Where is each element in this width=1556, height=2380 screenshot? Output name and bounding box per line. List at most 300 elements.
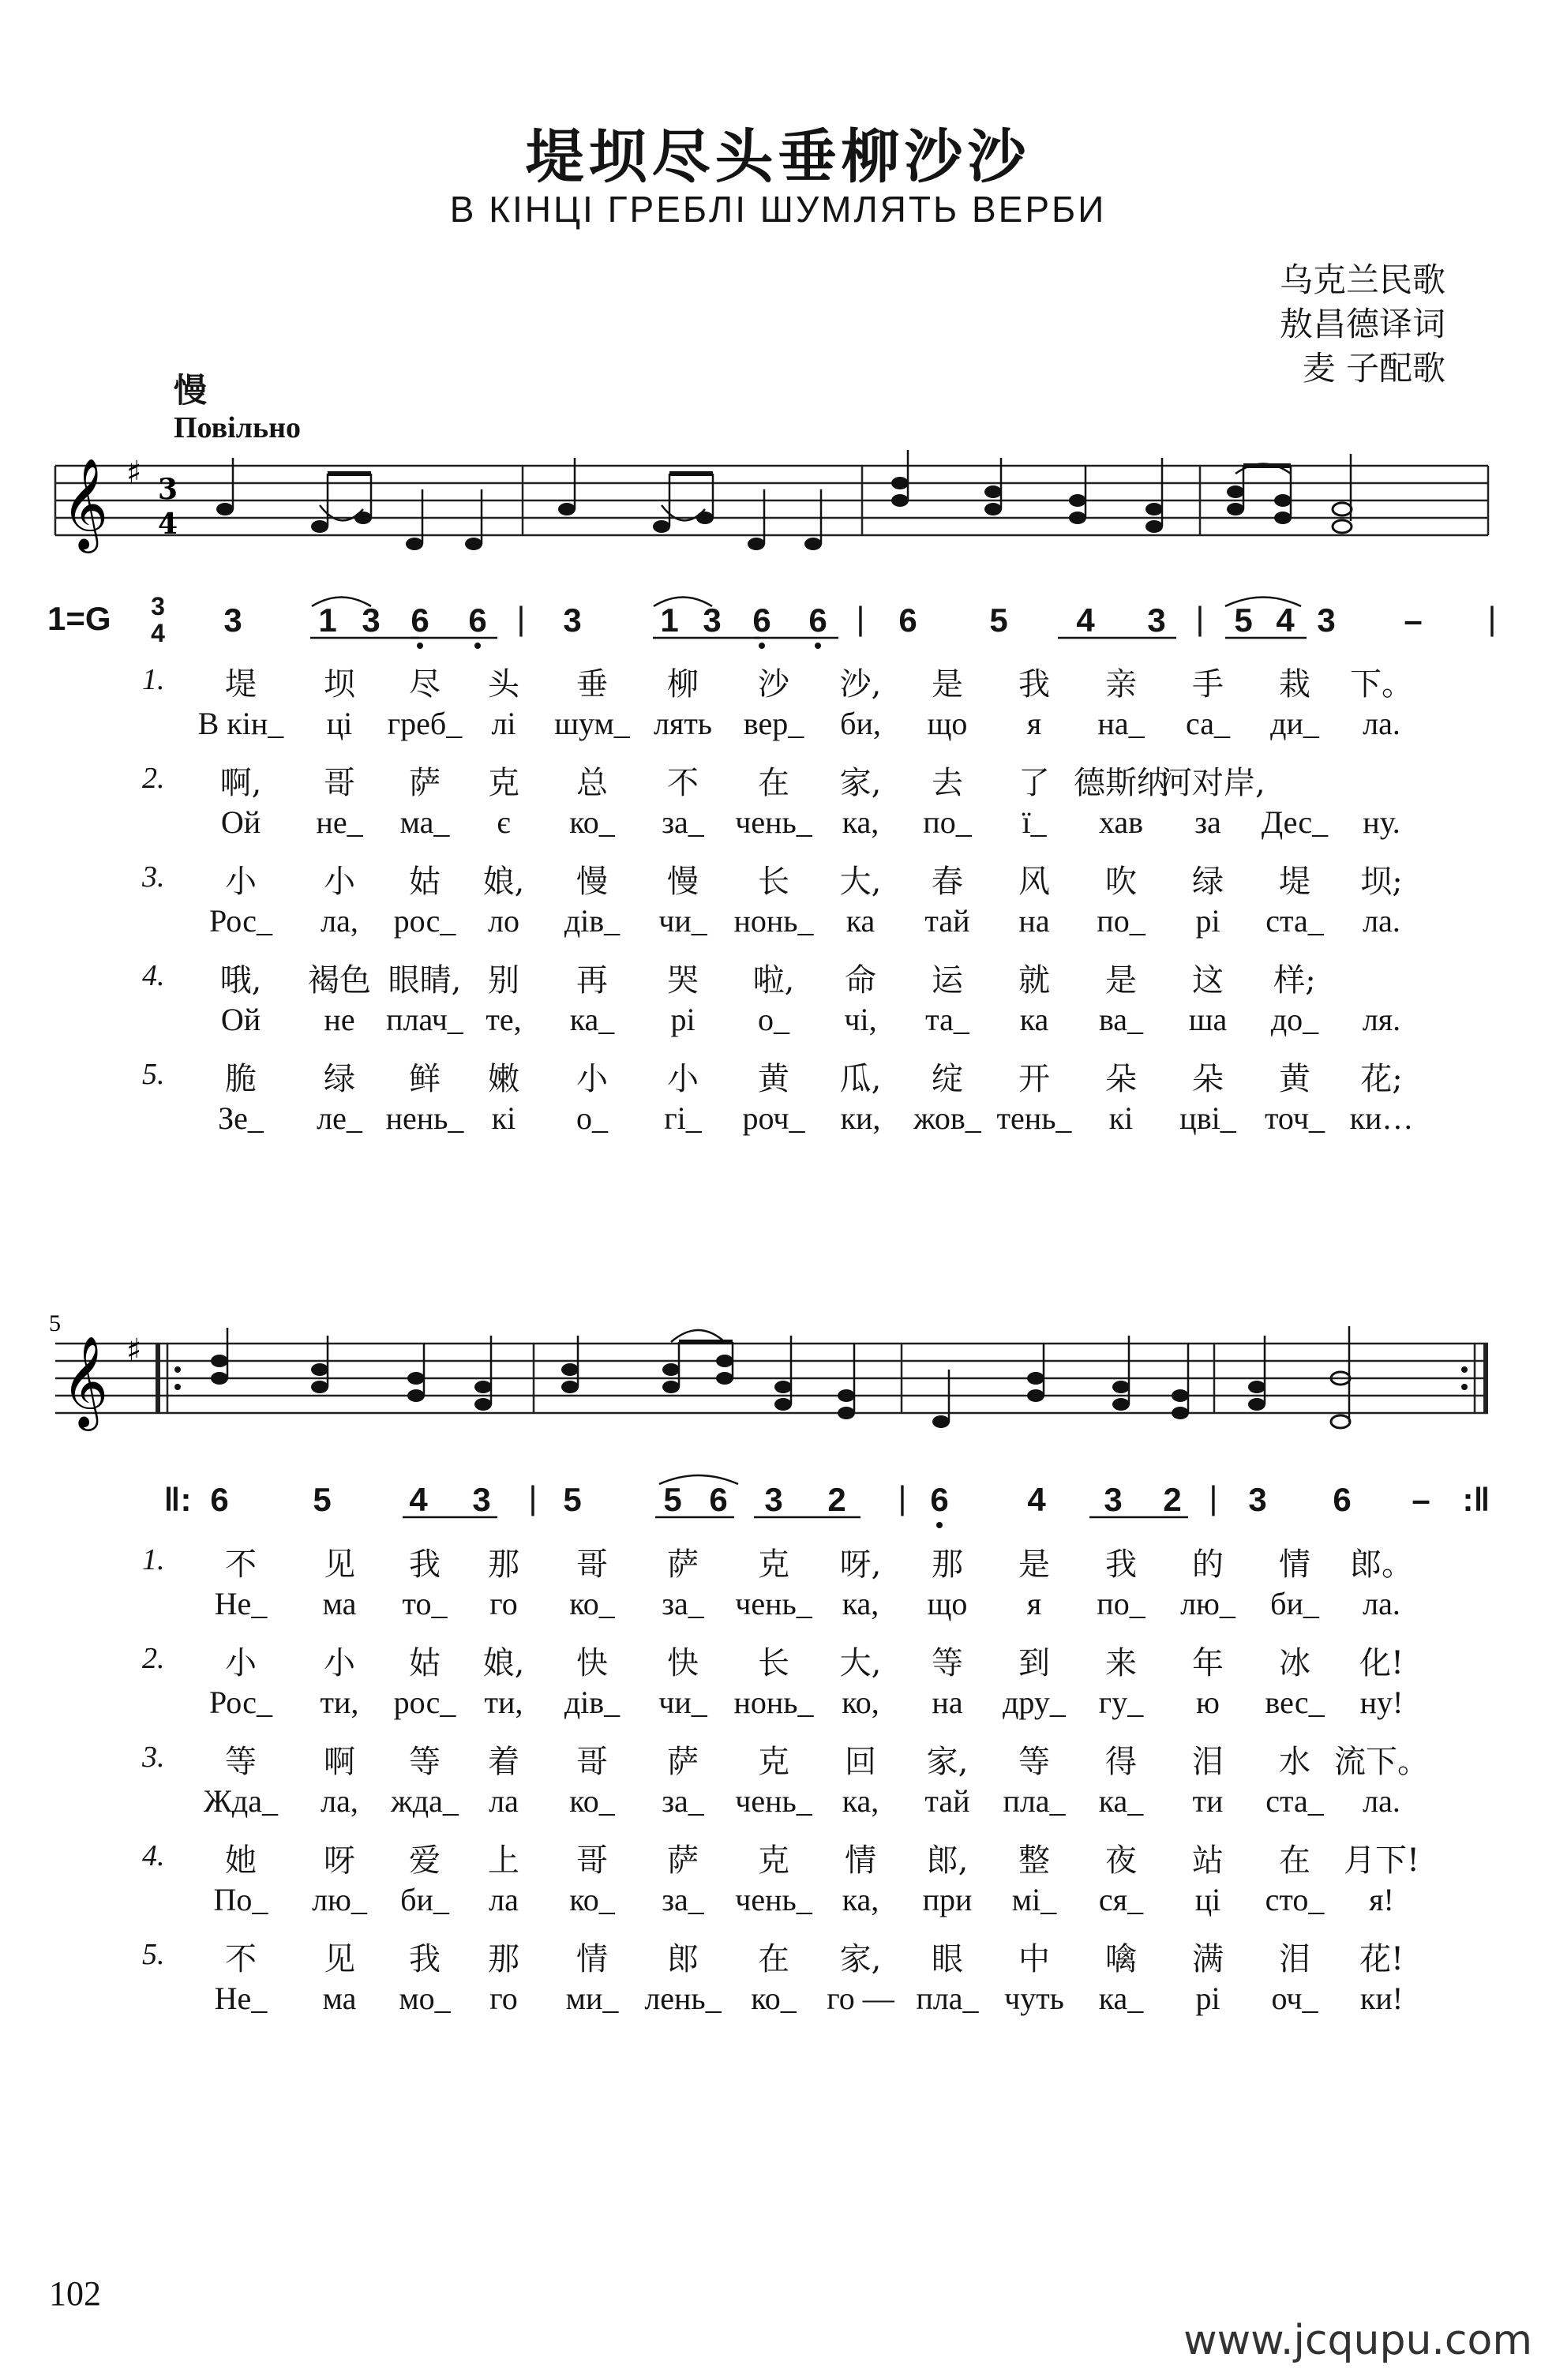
lyric-ukrainian: го — — [827, 1981, 894, 2016]
lyric-chinese: 克 — [758, 1744, 789, 1780]
measure-number: 5 — [49, 1310, 61, 1336]
lyric-chinese: 手 — [1192, 666, 1224, 703]
lyric-chinese: 那 — [932, 1546, 963, 1583]
lyric-chinese: 眼睛, — [388, 962, 462, 999]
lyric-chinese: 快 — [667, 1645, 699, 1681]
lyric-ukrainian: о_ — [576, 1100, 608, 1136]
lyric-ukrainian: ки, — [840, 1100, 881, 1136]
lyric-chinese: 是 — [1105, 962, 1137, 999]
lyric-chinese: 是 — [1018, 1546, 1050, 1583]
lyric-ukrainian: на_ — [1097, 706, 1145, 741]
lyric-ukrainian: кі — [1108, 1100, 1134, 1136]
lyric-ukrainian: нень_ — [385, 1100, 464, 1136]
jianpu-note: 3 — [472, 1481, 491, 1518]
lyric-chinese: 啊, — [219, 765, 262, 801]
jianpu-note: 6 — [930, 1481, 949, 1518]
key-signature-sharp-icon: ♯ — [126, 455, 142, 491]
lyric-ukrainian: ці — [326, 706, 353, 741]
lyric-ukrainian: ко_ — [569, 1882, 615, 1917]
lyric-ukrainian: те, — [486, 1002, 522, 1037]
lyric-ukrainian: мі_ — [1011, 1882, 1057, 1917]
lyric-chinese: 垂 — [576, 666, 608, 703]
verse-number: 4. — [142, 959, 165, 992]
lyric-ukrainian: по_ — [923, 804, 972, 840]
lyric-ukrainian: ла, — [321, 1783, 358, 1819]
lyric-chinese: 小 — [225, 1645, 257, 1681]
lyric-ukrainian: ко_ — [569, 1586, 615, 1621]
lyric-ukrainian: ми_ — [565, 1981, 619, 2016]
lyric-chinese: 别 — [488, 962, 519, 999]
lyric-ukrainian: ста_ — [1265, 903, 1324, 939]
lyric-chinese: 我 — [1105, 1546, 1137, 1583]
lyric-ukrainian: за — [1194, 804, 1221, 840]
lyric-chinese: 大, — [839, 864, 882, 900]
watermark-url: www.jcqupu.com — [1183, 2317, 1532, 2364]
lyric-chinese: 等 — [409, 1744, 441, 1780]
lyric-ukrainian: чуть — [1004, 1981, 1064, 2016]
lyric-chinese: 下。 — [1350, 666, 1413, 703]
lyric-ukrainian: жда_ — [391, 1783, 459, 1819]
lyric-ukrainian: чи_ — [658, 1685, 707, 1720]
lyric-ukrainian: ко_ — [569, 1783, 615, 1819]
lyric-chinese: 不 — [225, 1941, 257, 1977]
lyric-ukrainian: ся_ — [1098, 1882, 1144, 1917]
lyric-chinese: 朵 — [1192, 1061, 1224, 1097]
lyric-chinese: 瓜, — [839, 1061, 882, 1097]
lyric-chinese: 克 — [758, 1546, 789, 1583]
lyric-ukrainian: ка — [1019, 1002, 1049, 1037]
lyric-chinese: 得 — [1105, 1744, 1137, 1780]
lyric-chinese: 满 — [1192, 1941, 1224, 1977]
jianpu-note: 3 — [703, 602, 722, 639]
lyric-ukrainian: ка — [845, 903, 875, 939]
lyric-ukrainian: Рос_ — [209, 1685, 272, 1720]
lyric-chinese: 慢 — [576, 864, 608, 900]
song-title-ukrainian: В КІНЦІ ГРЕБЛІ ШУМЛЯТЬ ВЕРБИ — [449, 189, 1107, 230]
lyric-chinese: 那 — [488, 1941, 519, 1977]
verse-number: 2. — [142, 762, 165, 795]
credit-arranger: 麦 子配歌 — [1302, 349, 1445, 388]
lyric-chinese: 尽 — [409, 666, 441, 703]
jianpu-barline: | — [898, 1479, 907, 1516]
lyric-ukrainian: точ_ — [1264, 1100, 1325, 1136]
lyric-chinese: 见 — [324, 1546, 355, 1583]
lyric-ukrainian: ка_ — [1098, 1981, 1144, 2016]
verse-number: 5. — [142, 1058, 165, 1091]
lyric-ukrainian: Рос_ — [209, 903, 272, 939]
lyric-chinese: 郎, — [926, 1842, 969, 1879]
lyric-chinese: 姑 — [409, 864, 441, 900]
lyric-ukrainian: ла. — [1363, 1586, 1400, 1621]
lyric-chinese: 等 — [225, 1744, 257, 1780]
lyric-chinese: 着 — [488, 1744, 519, 1780]
lyric-chinese: 小 — [667, 1061, 699, 1097]
jianpu-2-dot — [936, 1522, 943, 1528]
lyric-ukrainian: ко, — [842, 1685, 879, 1720]
lyric-ukrainian: тень_ — [996, 1100, 1072, 1136]
lyric-chinese: 我 — [409, 1941, 441, 1977]
jianpu-note: 2 — [1163, 1481, 1182, 1518]
jianpu-note: 3 — [1317, 602, 1336, 639]
lyric-ukrainian: пла_ — [916, 1981, 979, 2016]
lyric-chinese: 来 — [1105, 1645, 1137, 1681]
lyric-ukrainian: пла_ — [1003, 1783, 1066, 1819]
lyric-chinese: 绽 — [932, 1061, 963, 1097]
jianpu-barline: | — [516, 600, 526, 637]
lyric-chinese: 堤 — [225, 666, 257, 703]
lyric-chinese: 姑 — [409, 1645, 441, 1681]
lyric-ukrainian: о_ — [758, 1002, 789, 1037]
staff-1-slurs — [320, 464, 1291, 521]
lyric-ukrainian: ки! — [1359, 1981, 1404, 2016]
lyric-chinese: 坝 — [324, 666, 355, 703]
jianpu-repeat-start: ‖: — [163, 1481, 192, 1518]
lyric-ukrainian: ну. — [1363, 804, 1400, 840]
lyric-ukrainian: роч_ — [742, 1100, 805, 1136]
lyric-chinese: 花; — [1360, 1061, 1403, 1097]
lyric-ukrainian: ста_ — [1265, 1783, 1324, 1819]
lyric-chinese: 绿 — [1192, 864, 1224, 900]
jianpu-note: 6 — [210, 1481, 229, 1518]
lyric-chinese: 克 — [758, 1842, 789, 1879]
credit-translator: 敖昌德译词 — [1279, 305, 1445, 343]
lyric-chinese: 样; — [1273, 962, 1316, 999]
lyric-ukrainian: Ой — [220, 1002, 261, 1037]
lyric-ukrainian: ля. — [1362, 1002, 1401, 1037]
lyric-ukrainian: за_ — [662, 1882, 704, 1917]
jianpu-repeat-end: :‖ — [1462, 1481, 1490, 1518]
lyric-ukrainian: Дес_ — [1261, 804, 1329, 840]
lyric-ukrainian: на — [932, 1685, 963, 1720]
lyric-chinese: 中 — [1018, 1941, 1050, 1977]
jianpu-note: 3 — [1248, 1481, 1267, 1518]
lyric-chinese: 总 — [576, 765, 608, 801]
lyric-ukrainian: рі — [1195, 1981, 1220, 2016]
lyric-ukrainian: хав — [1098, 804, 1144, 840]
lyric-chinese: 在 — [1279, 1842, 1310, 1879]
lyric-chinese: 鲜 — [409, 1061, 441, 1097]
lyric-ukrainian: по_ — [1097, 903, 1145, 939]
lyric-ukrainian: го — [489, 1586, 518, 1621]
lyric-ukrainian: чень_ — [735, 804, 812, 840]
lyric-chinese: 这 — [1192, 962, 1224, 999]
lyric-chinese: 哥 — [576, 1744, 608, 1780]
lyric-chinese: 吹 — [1105, 864, 1137, 900]
lyric-ukrainian: ша — [1188, 1002, 1228, 1037]
lyric-ukrainian: кі — [491, 1100, 516, 1136]
lyric-ukrainian: лю_ — [1180, 1586, 1235, 1621]
lyric-ukrainian: ка_ — [1098, 1783, 1144, 1819]
lyric-chinese: 再 — [576, 962, 608, 999]
lyric-ukrainian: за_ — [662, 804, 704, 840]
lyric-chinese: 小 — [324, 1645, 355, 1681]
lyric-ukrainian: що — [927, 706, 968, 741]
lyric-ukrainian: нонь_ — [733, 1685, 814, 1720]
lyric-ukrainian: при — [922, 1882, 973, 1917]
page-number: 102 — [49, 2274, 101, 2313]
jianpu-barline: | — [1487, 600, 1497, 637]
lyric-ukrainian: то_ — [402, 1586, 448, 1621]
jianpu-note: 4 — [1276, 602, 1295, 639]
lyric-chinese: 去 — [932, 765, 963, 801]
lyric-ukrainian: лень_ — [644, 1981, 722, 2016]
lyric-ukrainian: вер_ — [743, 706, 804, 741]
lyric-ukrainian: ко_ — [569, 804, 615, 840]
lyric-ukrainian: ка_ — [569, 1002, 615, 1037]
lyric-ukrainian: лю_ — [312, 1882, 367, 1917]
lyric-chinese: 沙 — [758, 666, 789, 703]
jianpu-barline: | — [528, 1479, 538, 1516]
lyric-ukrainian: ма_ — [399, 804, 450, 840]
lyric-chinese: 情 — [1279, 1546, 1310, 1583]
lyric-chinese: 萨 — [667, 1546, 699, 1583]
lyric-chinese: 情 — [845, 1842, 876, 1879]
jianpu-note: 5 — [663, 1481, 682, 1518]
lyric-ukrainian: Ой — [220, 804, 261, 840]
lyric-chinese: 风 — [1018, 864, 1050, 900]
lyric-chinese: 黄 — [1279, 1061, 1310, 1097]
lyric-ukrainian: мо_ — [399, 1981, 451, 2016]
jianpu-barline: | — [856, 600, 865, 637]
lyric-ukrainian: ки… — [1349, 1100, 1414, 1136]
lyric-chinese: 噙 — [1105, 1941, 1137, 1977]
lyric-ukrainian: ла. — [1363, 1783, 1400, 1819]
verse-number: 2. — [142, 1642, 165, 1675]
lyric-ukrainian: По_ — [213, 1882, 268, 1917]
lyric-chinese: 坝; — [1360, 864, 1403, 900]
lyric-ukrainian: ва_ — [1098, 1002, 1144, 1037]
lyric-chinese: 嫩 — [488, 1061, 519, 1097]
lyric-chinese: 头 — [488, 666, 519, 703]
lyric-ukrainian: чі, — [844, 1002, 877, 1037]
lyric-ukrainian: рі — [1195, 903, 1220, 939]
lyric-chinese: 长 — [758, 864, 789, 900]
lyric-ukrainian: ма — [322, 1981, 357, 2016]
lyric-ukrainian: ло — [488, 903, 519, 939]
lyric-ukrainian: рос_ — [393, 1685, 456, 1720]
lyric-chinese: 褐色 — [308, 962, 371, 999]
lyric-chinese: 堤 — [1279, 864, 1310, 900]
lyric-chinese: 呀, — [839, 1546, 882, 1583]
lyric-ukrainian: би_ — [1270, 1586, 1319, 1621]
time-signature-bottom: 4 — [158, 508, 178, 541]
lyric-chinese: 沙, — [839, 666, 882, 703]
lyric-ukrainian: за_ — [662, 1586, 704, 1621]
staff-1-lines — [55, 466, 1488, 535]
lyric-chinese: 月下! — [1343, 1842, 1420, 1879]
lyric-chinese: 黄 — [758, 1061, 789, 1097]
lyric-chinese: 她 — [225, 1842, 257, 1879]
jianpu-note: 4 — [1076, 602, 1095, 639]
jianpu-note: 6 — [411, 602, 429, 639]
lyric-chinese: 那 — [488, 1546, 519, 1583]
lyric-chinese: 到 — [1018, 1645, 1050, 1681]
lyric-ukrainian: плач_ — [386, 1002, 463, 1037]
lyric-ukrainian: не — [324, 1002, 355, 1037]
lyric-ukrainian: я! — [1369, 1882, 1394, 1917]
jianpu-note: 3 — [1104, 1481, 1123, 1518]
lyric-chinese: 上 — [488, 1842, 519, 1879]
lyric-chinese: 眼 — [932, 1941, 963, 1977]
lyric-chinese: 克 — [488, 765, 519, 801]
lyric-chinese: 我 — [1018, 666, 1050, 703]
lyric-chinese: 不 — [225, 1546, 257, 1583]
jianpu-note: 3 — [362, 602, 381, 639]
lyric-ukrainian: ка, — [842, 804, 879, 840]
jianpu-note: 2 — [827, 1481, 846, 1518]
tempo-marking-ukrainian: Повільно — [174, 411, 301, 444]
lyric-ukrainian: ла — [489, 1783, 519, 1819]
jianpu-dash: – — [1404, 602, 1423, 639]
jianpu-note: 3 — [764, 1481, 783, 1518]
jianpu-note: 4 — [1027, 1481, 1046, 1518]
lyric-ukrainian: дів_ — [564, 1685, 621, 1720]
lyric-chinese: 长 — [758, 1645, 789, 1681]
jianpu-1-dots — [417, 643, 821, 649]
lyric-ukrainian: ла, — [321, 903, 358, 939]
lyric-chinese: 家, — [839, 765, 882, 801]
lyric-chinese: 柳 — [667, 666, 699, 703]
lyric-ukrainian: ле_ — [317, 1100, 362, 1136]
lyric-ukrainian: ка, — [842, 1882, 879, 1917]
lyric-ukrainian: ма — [322, 1586, 357, 1621]
lyric-ukrainian: сто_ — [1265, 1882, 1325, 1917]
time-signature-top: 3 — [158, 473, 178, 506]
lyric-chinese: 春 — [932, 864, 963, 900]
lyric-chinese: 大, — [839, 1645, 882, 1681]
lyric-chinese: 运 — [932, 962, 963, 999]
lyric-chinese: 萨 — [667, 1842, 699, 1879]
lyric-chinese: 的 — [1192, 1546, 1224, 1583]
lyric-ukrainian: Не_ — [214, 1981, 268, 2016]
lyric-chinese: 哦, — [219, 962, 262, 999]
lyric-chinese: 脆 — [225, 1061, 257, 1097]
lyric-ukrainian: жов_ — [913, 1100, 981, 1136]
lyric-ukrainian: дру_ — [1003, 1685, 1066, 1720]
lyric-chinese: 萨 — [409, 765, 441, 801]
lyric-ukrainian: чень_ — [735, 1783, 812, 1819]
lyric-ukrainian: ти, — [484, 1685, 523, 1720]
lyric-chinese: 情 — [576, 1941, 608, 1977]
key-signature: 1=G — [47, 600, 111, 637]
verse-number: 1. — [142, 1543, 165, 1576]
lyric-ukrainian: ну! — [1359, 1685, 1404, 1720]
lyric-ukrainian: чень_ — [735, 1882, 812, 1917]
lyric-chinese: 了 — [1018, 765, 1050, 801]
jianpu-barline: | — [1209, 1479, 1218, 1516]
lyric-chinese: 花! — [1359, 1941, 1404, 1977]
lyric-chinese: 啦, — [752, 962, 795, 999]
lyric-ukrainian: цві_ — [1179, 1100, 1236, 1136]
lyric-ukrainian: Не_ — [214, 1586, 268, 1621]
lyric-chinese: 在 — [758, 765, 789, 801]
lyric-chinese: 德斯纳 — [1074, 765, 1168, 801]
lyric-ukrainian: гі_ — [664, 1100, 702, 1136]
jianpu-time-top: 3 — [151, 592, 165, 620]
lyric-chinese: 等 — [1018, 1744, 1050, 1780]
lyric-ukrainian: ти, — [320, 1685, 359, 1720]
lyric-ukrainian: оч_ — [1271, 1981, 1318, 2016]
lyric-ukrainian: гу_ — [1098, 1685, 1144, 1720]
lyric-chinese: 快 — [576, 1645, 608, 1681]
jianpu-note: 3 — [223, 602, 242, 639]
lyric-ukrainian: тай — [924, 903, 970, 939]
lyric-ukrainian: би, — [840, 706, 881, 741]
jianpu-note: 3 — [563, 602, 582, 639]
lyric-chinese: 我 — [409, 1546, 441, 1583]
lyric-chinese: 栽 — [1279, 666, 1310, 703]
lyric-chinese: 泪 — [1279, 1941, 1310, 1977]
lyric-chinese: 家, — [839, 1941, 882, 1977]
lyric-chinese: 整 — [1018, 1842, 1050, 1879]
lyric-ukrainian: шум_ — [554, 706, 630, 741]
lyric-ukrainian: го — [489, 1981, 518, 2016]
lyric-chinese: 慢 — [667, 864, 699, 900]
lyric-chinese: 小 — [576, 1061, 608, 1097]
treble-clef-icon: 𝄞 — [62, 457, 109, 549]
lyric-chinese: 哥 — [576, 1546, 608, 1583]
lyric-chinese: 娘, — [482, 1645, 525, 1681]
jianpu-note: 4 — [409, 1481, 428, 1518]
key-signature-sharp-icon: ♯ — [126, 1332, 142, 1369]
jianpu-note: 6 — [808, 602, 827, 639]
lyric-chinese: 爱 — [409, 1842, 441, 1879]
lyric-chinese: 啊 — [324, 1744, 355, 1780]
staff-2-lines — [55, 1344, 1488, 1413]
lyric-chinese: 就 — [1018, 962, 1050, 999]
lyric-chinese: 等 — [932, 1645, 963, 1681]
lyric-ukrainian: В кін_ — [197, 706, 284, 741]
lyric-chinese: 冰 — [1279, 1645, 1310, 1681]
verse-number: 3. — [142, 860, 165, 894]
lyric-ukrainian: чень_ — [735, 1586, 812, 1621]
lyric-ukrainian: рі — [670, 1002, 696, 1037]
lyric-ukrainian: тай — [924, 1783, 970, 1819]
lyric-chinese: 河对岸, — [1160, 765, 1265, 801]
lyric-chinese: 站 — [1192, 1842, 1224, 1879]
lyric-ukrainian: ко_ — [751, 1981, 797, 2016]
jianpu-note: 6 — [709, 1481, 728, 1518]
jianpu-time-bottom: 4 — [151, 619, 165, 647]
jianpu-note: 6 — [752, 602, 771, 639]
lyric-ukrainian: рос_ — [393, 903, 456, 939]
lyric-chinese: 流下。 — [1334, 1744, 1429, 1780]
lyric-chinese: 水 — [1279, 1744, 1310, 1780]
lyric-ukrainian: по_ — [1097, 1586, 1145, 1621]
lyric-ukrainian: лі — [491, 706, 516, 741]
lyric-ukrainian: ці — [1194, 1882, 1221, 1917]
jianpu-note: 3 — [1147, 602, 1166, 639]
lyric-chinese: 年 — [1192, 1645, 1224, 1681]
lyric-ukrainian: я — [1026, 706, 1042, 741]
jianpu-note: 6 — [898, 602, 917, 639]
lyric-ukrainian: ї_ — [1022, 804, 1047, 840]
lyric-chinese: 萨 — [667, 1744, 699, 1780]
jianpu-note: 6 — [468, 602, 487, 639]
lyric-ukrainian: са_ — [1186, 706, 1230, 741]
jianpu-note: 5 — [313, 1481, 332, 1518]
lyric-ukrainian: що — [927, 1586, 968, 1621]
lyric-ukrainian: ла. — [1363, 903, 1400, 939]
lyric-chinese: 绿 — [324, 1061, 355, 1097]
lyric-chinese: 在 — [758, 1941, 789, 1977]
lyric-chinese: 呀 — [324, 1842, 355, 1879]
lyric-chinese: 见 — [324, 1941, 355, 1977]
verse-number: 4. — [142, 1839, 165, 1872]
lyric-ukrainian: за_ — [662, 1783, 704, 1819]
lyric-ukrainian: вес_ — [1265, 1685, 1325, 1720]
lyric-chinese: 小 — [324, 864, 355, 900]
